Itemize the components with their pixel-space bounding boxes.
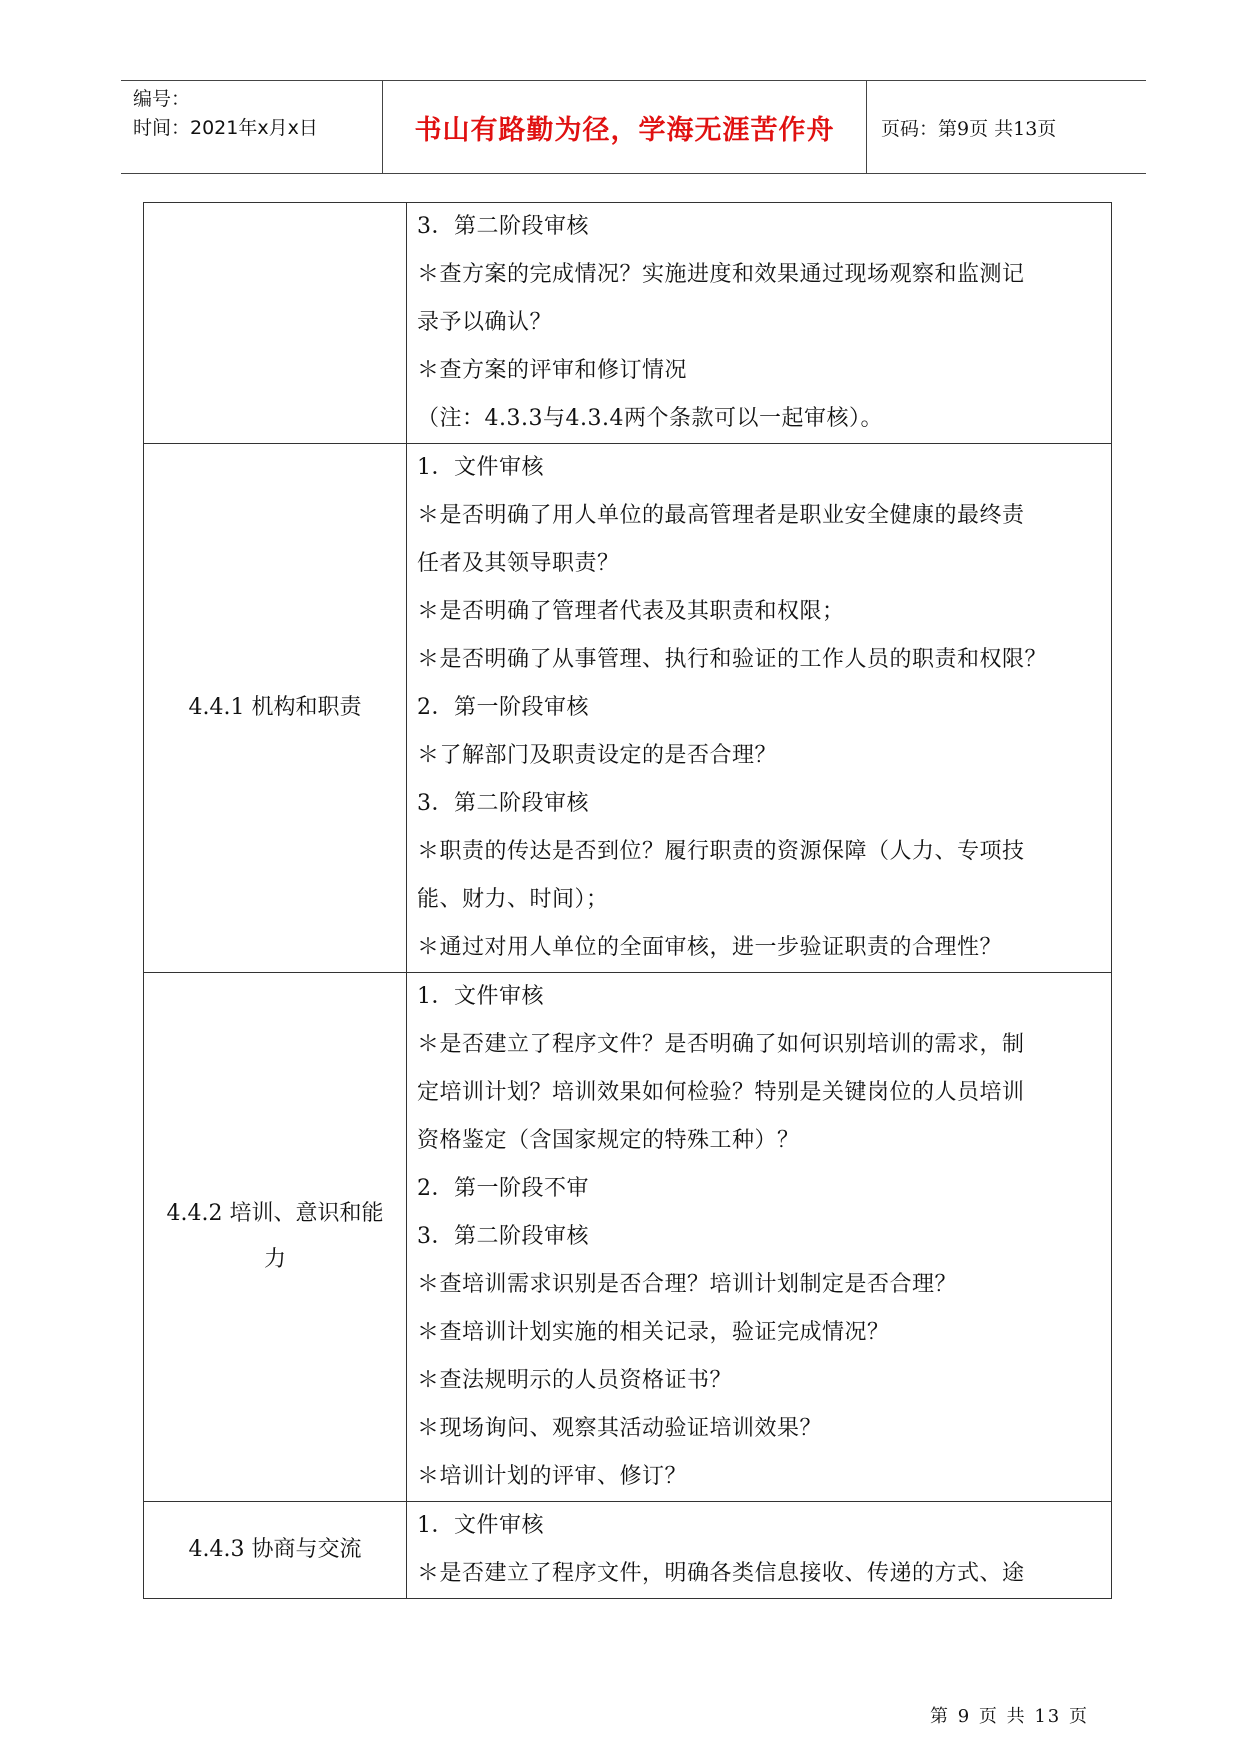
- clause-label: 4.4.2 培训、意识和能力: [166, 1201, 384, 1272]
- audit-line: 2．第一阶段不审: [417, 1176, 589, 1201]
- audit-line: ＊查方案的完成情况？实施进度和效果通过现场观察和监测记: [417, 262, 1025, 287]
- audit-line: ＊是否明确了用人单位的最高管理者是职业安全健康的最终责: [417, 503, 1025, 528]
- audit-line: 资格鉴定（含国家规定的特殊工种）？: [417, 1128, 800, 1153]
- audit-line: 3．第二阶段审核: [417, 214, 589, 239]
- document-header: [121, 80, 1146, 174]
- audit-line: ＊是否建立了程序文件，明确各类信息接收、传递的方式、途: [417, 1561, 1025, 1586]
- time-line: 时间：2021年x月x日: [133, 117, 318, 139]
- clause-cell: [144, 973, 407, 1502]
- clause-cell: [144, 203, 407, 444]
- audit-line: ＊查方案的评审和修订情况: [417, 358, 688, 383]
- clause-label: 4.4.3 协商与交流: [188, 1537, 362, 1562]
- audit-content-cell: [407, 444, 1112, 973]
- number-label: 编号：: [133, 88, 191, 110]
- header-motto: 书山有路勤为径，学海无涯苦作舟: [414, 114, 835, 146]
- header-meta: [133, 85, 383, 143]
- clause-cell: [144, 444, 407, 973]
- audit-line: ＊了解部门及职责设定的是否合理？: [417, 743, 778, 768]
- audit-table: [143, 202, 1112, 1599]
- audit-line: 2．第一阶段审核: [417, 695, 589, 720]
- table-row: [144, 1502, 1112, 1599]
- audit-line: ＊通过对用人单位的全面审核，进一步验证职责的合理性？: [417, 935, 1003, 960]
- audit-line: ＊是否明确了从事管理、执行和验证的工作人员的职责和权限？: [417, 647, 1048, 672]
- audit-line: 1．文件审核: [417, 1513, 544, 1538]
- audit-line: （注：4.3.3与4.3.4两个条款可以一起审核）。: [417, 406, 883, 431]
- audit-line: ＊培训计划的评审、修订？: [417, 1464, 688, 1489]
- audit-line: 能、财力、时间）；: [417, 887, 609, 912]
- clause-label: 4.4.1 机构和职责: [188, 695, 362, 720]
- table-row: [144, 973, 1112, 1502]
- audit-content-cell: [407, 973, 1112, 1502]
- audit-line: ＊是否明确了管理者代表及其职责和权限；: [417, 599, 845, 624]
- audit-line: 1．文件审核: [417, 984, 544, 1009]
- audit-line: 1．文件审核: [417, 455, 544, 480]
- table-row: [144, 444, 1112, 973]
- audit-line: 3．第二阶段审核: [417, 791, 589, 816]
- audit-content-cell: [407, 203, 1112, 444]
- audit-line: ＊现场询问、观察其活动验证培训效果？: [417, 1416, 823, 1441]
- audit-line: 任者及其领导职责？: [417, 551, 620, 576]
- audit-line: 录予以确认？: [417, 310, 553, 335]
- audit-line: ＊职责的传达是否到位？履行职责的资源保障（人力、专项技: [417, 839, 1025, 864]
- page-footer: 第 9 页 共 13 页: [930, 1706, 1089, 1727]
- audit-content-cell: [407, 1502, 1112, 1599]
- audit-line: 3．第二阶段审核: [417, 1224, 589, 1249]
- table-row: [144, 203, 1112, 444]
- header-page-info: 页码：第9页 共13页: [881, 117, 1057, 140]
- audit-line: ＊查培训需求识别是否合理？培训计划制定是否合理？: [417, 1272, 958, 1297]
- clause-label: [144, 203, 406, 443]
- header-divider: [866, 81, 867, 173]
- clause-cell: [144, 1502, 407, 1599]
- audit-line: ＊是否建立了程序文件？是否明确了如何识别培训的需求，制: [417, 1032, 1025, 1057]
- audit-line: ＊查培训计划实施的相关记录，验证完成情况？: [417, 1320, 890, 1345]
- audit-line: ＊查法规明示的人员资格证书？: [417, 1368, 733, 1393]
- audit-line: 定培训计划？培训效果如何检验？特别是关键岗位的人员培训: [417, 1080, 1025, 1105]
